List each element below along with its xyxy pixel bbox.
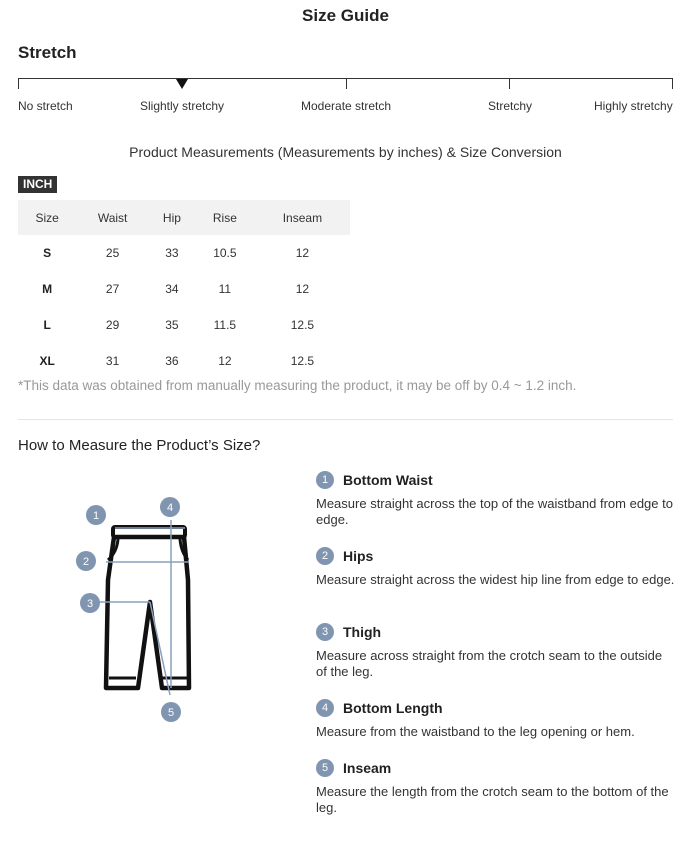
stretch-label-stretchy: Stretchy	[488, 99, 533, 113]
badge-2-label: 2	[82, 556, 90, 568]
waist-cell: 29	[105, 318, 120, 332]
pants-icon	[68, 490, 208, 730]
measurement-note: *This data was obtained from manually measuring the product, it may be off by 0.4 ~ 1.2 inch.	[18, 378, 577, 393]
badge-1-icon	[86, 505, 106, 525]
number-1-icon: 1	[316, 471, 334, 489]
size-cell: S	[43, 246, 52, 260]
stretch-scale	[18, 78, 673, 90]
measure-title: Hips	[343, 548, 374, 564]
table-row	[18, 235, 350, 271]
measure-desc: Measure the length from the crotch seam to the bottom of the leg.	[316, 784, 669, 815]
badge-5-icon	[161, 702, 181, 722]
measure-desc: Measure straight across the widest hip line from edge to edge.	[316, 572, 675, 587]
table-row	[18, 307, 350, 343]
pants-diagram	[68, 490, 208, 730]
waist-cell: 31	[105, 354, 120, 368]
measure-item-hips	[316, 546, 676, 588]
stretch-heading: Stretch	[18, 43, 77, 62]
hip-cell: 35	[165, 318, 179, 332]
measure-title: Inseam	[343, 760, 392, 776]
number-2-icon: 2	[316, 547, 334, 565]
measure-desc: Measure from the waistband to the leg opening or hem.	[316, 724, 635, 739]
measure-item-waist	[316, 470, 676, 528]
rise-cell: 11.5	[213, 318, 237, 332]
header-inseam: Inseam	[255, 200, 350, 235]
badge-4-label: 4	[166, 502, 174, 514]
table-header-row	[18, 200, 350, 235]
inseam-cell: 12	[295, 246, 310, 260]
rise-cell: 11	[218, 282, 232, 296]
number-3-icon: 3	[316, 623, 334, 641]
size-table	[18, 200, 350, 379]
rise-cell: 10.5	[213, 246, 237, 260]
badge-4-icon	[160, 497, 180, 517]
measure-title: Bottom Waist	[343, 472, 433, 488]
badge-2-icon	[76, 551, 96, 571]
inseam-cell: 12.5	[290, 318, 315, 332]
size-cell: L	[43, 318, 51, 332]
page-title: Size Guide	[302, 6, 389, 25]
hip-cell: 33	[165, 246, 179, 260]
badge-5-label: 5	[167, 707, 175, 719]
size-cell: XL	[39, 354, 55, 368]
stretch-tick	[672, 78, 673, 89]
measurements-subtitle: Product Measurements (Measurements by inches) & Size Conversion	[129, 144, 562, 160]
measure-desc: Measure straight across the top of the waistband from edge to edge.	[316, 496, 673, 527]
inseam-cell: 12	[295, 282, 310, 296]
table-row	[18, 271, 350, 307]
stretch-tick	[18, 78, 19, 89]
measure-title: Thigh	[343, 624, 382, 640]
unit-badge: INCH	[18, 176, 57, 193]
badge-1-label: 1	[92, 510, 100, 522]
measure-item-length	[316, 698, 676, 740]
number-4-icon: 4	[316, 699, 334, 717]
stretch-label-slight: Slightly stretchy	[140, 99, 225, 113]
stretch-label-high: Highly stretchy	[594, 99, 673, 113]
measure-title: Bottom Length	[343, 700, 443, 716]
header-waist: Waist	[76, 200, 149, 235]
number-5-icon: 5	[316, 759, 334, 777]
rise-cell: 12	[218, 354, 232, 368]
stretch-tick	[346, 78, 347, 89]
measure-desc: Measure across straight from the crotch seam to the outside of the leg.	[316, 648, 663, 679]
inseam-cell: 12.5	[290, 354, 315, 368]
hip-cell: 34	[165, 282, 179, 296]
measure-item-inseam	[316, 758, 676, 816]
section-divider	[18, 419, 673, 420]
size-cell: M	[42, 282, 53, 296]
badge-3-icon	[80, 593, 100, 613]
measure-item-thigh	[316, 622, 676, 680]
stretch-tick	[509, 78, 510, 89]
waist-cell: 27	[105, 282, 120, 296]
header-rise: Rise	[195, 200, 255, 235]
stretch-label-none: No stretch	[18, 99, 73, 113]
stretch-marker-icon	[176, 79, 188, 89]
badge-3-label: 3	[86, 598, 94, 610]
table-row	[18, 343, 350, 379]
header-size: Size	[18, 200, 76, 235]
stretch-label-moderate: Moderate stretch	[301, 99, 392, 113]
waist-cell: 25	[105, 246, 120, 260]
howto-heading: How to Measure the Product’s Size?	[18, 437, 261, 454]
hip-cell: 36	[165, 354, 179, 368]
header-hip: Hip	[149, 200, 195, 235]
